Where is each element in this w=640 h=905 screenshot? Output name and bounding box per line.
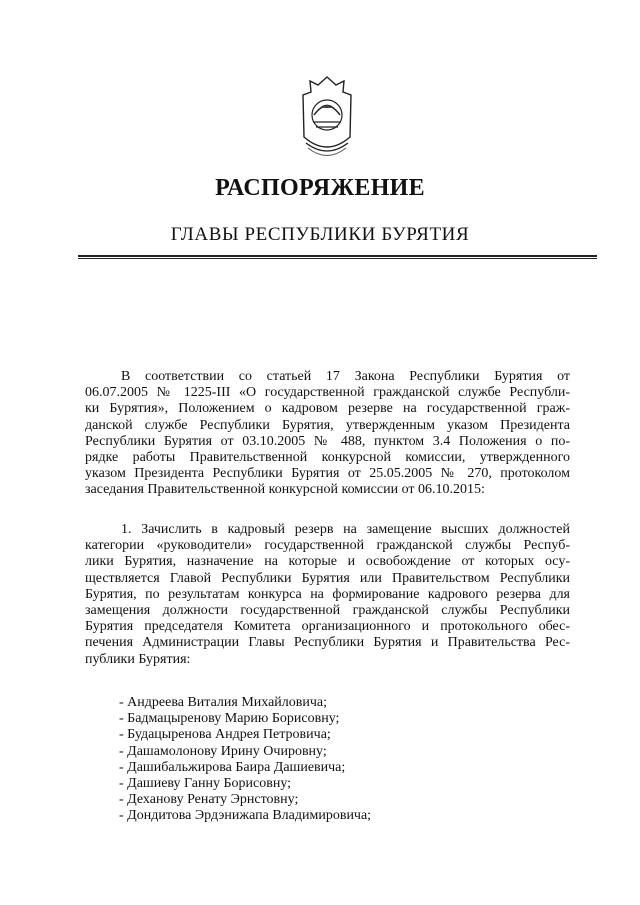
text-line: Бурятия председателя Комитета организационного и протокольного обес- <box>85 619 570 635</box>
text-line: заседания Правительственной конкурсной комиссии от 06.10.2015: <box>85 482 485 498</box>
text-line: рядке работы Правительственной конкурсной комиссии, утвержденного <box>85 450 570 466</box>
text-line: указом Президента Республики Бурятия от 25.05.2005 № 270, протоколом <box>85 466 570 482</box>
text-line: публики Бурятия: <box>85 651 191 667</box>
list-item: - Дашиеву Ганну Борисовну; <box>119 776 292 792</box>
text-line: Республики Бурятия от 03.10.2005 № 488, пунктом 3.4 Положения о по- <box>85 433 570 449</box>
document-title: РАСПОРЯЖЕНИЕ <box>215 175 425 201</box>
text-line: Бурятия, по результатам конкурса на формирование кадрового резерва для <box>85 586 570 602</box>
list-item: - Дашибальжирова Баира Дашиевича; <box>119 759 346 775</box>
text-line: лики Бурятия, назначение на которые и освобождение от которых осу- <box>85 554 570 570</box>
clause-1-paragraph <box>85 522 570 668</box>
preamble-paragraph <box>85 369 570 499</box>
text-line: В соответствии со статьей 17 Закона Республики Бурятия от <box>121 369 570 384</box>
reserve-name-list <box>85 695 570 825</box>
text-line: замещения должности государственной гражданской службы Республики <box>85 603 570 619</box>
coat-of-arms-emblem <box>296 75 358 165</box>
list-item: - Бадмацыренову Марию Борисовну; <box>119 711 340 727</box>
text-line: 1. Зачислить в кадровый резерв на замещение высших должностей <box>121 522 570 537</box>
text-line: печения Администрации Главы Республики Бурятия и Правительства Рес- <box>85 635 570 651</box>
header-divider <box>78 255 597 259</box>
emblem-icon <box>296 75 358 165</box>
text-line: данской службе Республики Бурятия, утвержденным указом Президента <box>85 417 570 433</box>
list-item: - Дондитова Эрдэнижапа Владимировича; <box>119 808 372 824</box>
list-item: - Андреева Виталия Михайловича; <box>119 695 328 710</box>
text-line: ществляется Главой Республики Бурятия или Правительством Республики <box>85 570 570 586</box>
text-line: ки Бурятия», Положением о кадровом резерве на государственной граж- <box>85 401 570 417</box>
list-item: - Дашамолонову Ирину Очировну; <box>119 743 327 759</box>
list-item: - Деханову Ренату Эрнстовну; <box>119 792 299 808</box>
document-subtitle: ГЛАВЫ РЕСПУБЛИКИ БУРЯТИЯ <box>170 224 470 245</box>
list-item: - Будацыренова Андрея Петровича; <box>119 727 331 743</box>
text-line: категории «руководители» государственной гражданской службы Респуб- <box>85 538 570 554</box>
text-line: 06.07.2005 № 1225-III «О государственной гражданской службе Республи- <box>85 385 570 401</box>
